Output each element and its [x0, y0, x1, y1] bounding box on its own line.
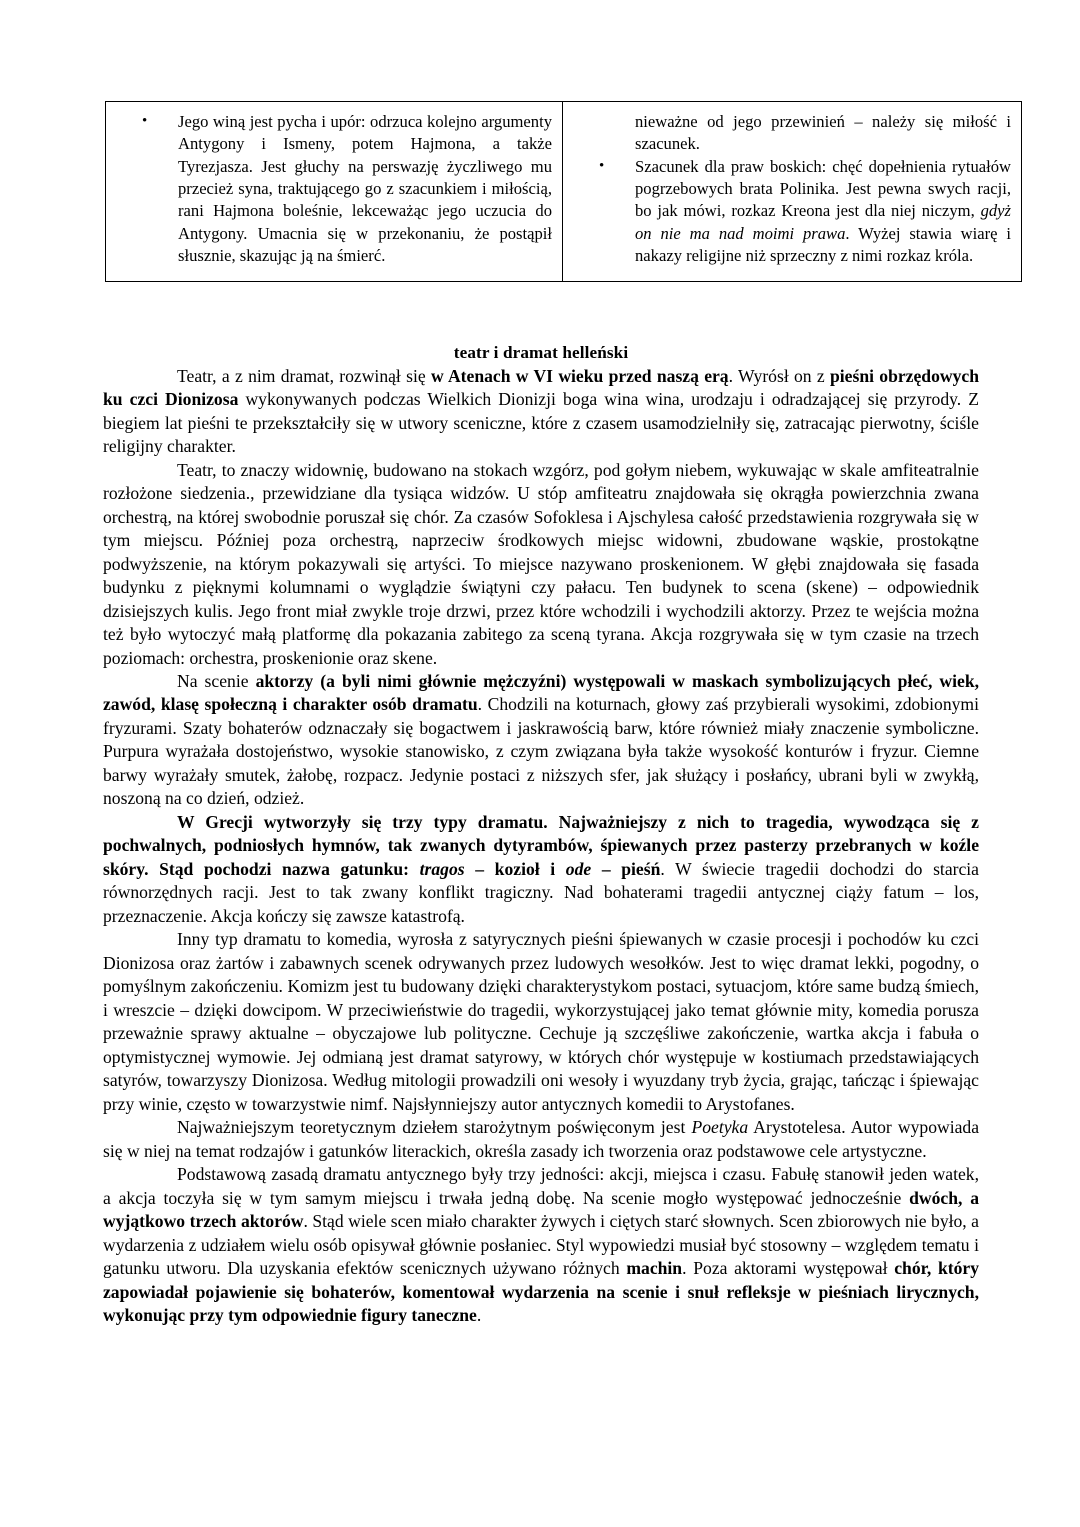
text-run-plain: Na scenie [177, 671, 256, 691]
text-run-plain: . Stąd wiele scen miało charakter żywych i ciętych starć słownych. Scen zbiorowych nie było, a wydarzenia z udziałem wielu osób opisywał głównie posłaniec. Styl wypowiedzi musiał być stosowny – względem tematu i gatunku utworu. Dla uzyskania efektów scenicznych używano różnych [103, 1211, 979, 1279]
paragraph [103, 365, 979, 459]
text-run-plain: Inny typ dramatu to komedia, wyrosła z satyrycznych pieśni śpiewanych w czasie procesji i pochodów ku czci Dionizosa oraz żartów i zabawnych scenek odrywanych przez ludowych wesołków. Jest to więc dramat lekki, pogodny, o pomyślnym zakończeniu. Komizm jest tu budowany dzięki charakterystykom postaci, sytuacjom, które same budzą śmiech, i wreszcie – dzięki dowcipom. W przeciwieństwie do tragedii, wykorzystującej jako temat głównie mity, komedia porusza przeważnie sprawy aktualne – obyczajowe lub polityczne. Cechuje ją szczęśliwe zakończenie, wartka akcja i fabuła o optymistycznej wymowie. Jej odmianą jest dramat satyrowy, w których chór występuje w kostiumach przedstawiających satyrów, towarzyszy Dionizosa. Według mitologii prowadzili oni wesoły i wyuzdany tryb życia, grając, tańcząc i śpiewając przy winie, często w towarzystwie nimf. Najsłynniejszy autor antycznych komedii to Arystofanes. [103, 929, 979, 1114]
paragraph [103, 928, 979, 1116]
comparison-table [105, 101, 1022, 282]
text-run-plain: . Chodzili na koturnach, głowy zaś przybierali wysokimi, zdobionymi fryzurami. Szaty bohaterów odznaczały się bogactwem i jaskrawością barw, które również miały znaczenie symboliczne. Purpura wyrażała dostojeństwo, wysokie stanowisko, z czym związana była także wysokość konturów i fryzur. Ciemne barwy wyrażały smutek, żałobę, rozpacz. Jedynie postaci z niższych sfer, jak służący i posłańcy, ubrani byli w zwykłą, noszoną na co dzień, odzież. [103, 694, 979, 809]
text-run-plain: Arystotelesa. Autor wypowiada się w niej na temat rodzajów i gatunków literackich, określa zasady ich tworzenia oraz podstawowe cele artystyczne. [103, 1117, 980, 1161]
text-run-plain: . Wyrósł on z [728, 365, 830, 386]
text-run-italic-inner: tragos [419, 858, 465, 879]
text-run-bold: chór, który zapowiadał pojawienie się bohaterów, komentował wydarzenia na scenie i snuł refleksje w pieśniach lirycznych, wykonując przy tym odpowiednie figury taneczne [103, 1258, 979, 1326]
text-run-bold: dwóch, a wyjątkowo trzech aktorów [103, 1187, 979, 1232]
continuation-text: nieważne od jego przewinień – należy się miłość i szacunek. [635, 112, 1011, 154]
text-run-plain: Teatr, a z nim dramat, rozwinął się [177, 365, 431, 386]
text-run-bold: – pieśń [591, 858, 661, 879]
paragraph [103, 459, 979, 670]
text-run-bold: pieśni obrzędowych ku czci Dionizosa [103, 365, 979, 410]
table-cell-kreon [106, 102, 563, 282]
paragraph [103, 670, 979, 811]
text-run-bold: W Grecji wytworzyły się trzy typy dramatu. Najważniejszy z nich to tragedia, wywodząca się z pochwalnych, podniosłych hymnów, tak zwanych dytyrambów, śpiewanych przez pasterzy przebranych w koźle skóry. Stąd pochodzi nazwa gatunku: [103, 811, 979, 879]
article-body [103, 342, 979, 1328]
text-run-italic-inner: ode [565, 858, 592, 879]
comparison-table-wrapper [105, 101, 1011, 282]
bullet-list-left [116, 111, 552, 267]
text-run-plain: Podstawową zasadą dramatu antycznego były trzy jedności: akcji, miejsca i czasu. Fabułę stanowił jeden watek, a akcja toczyła się w tym samym miejscu i trwała jedną dobę. Na scenie mogło występować jednocześnie [103, 1164, 979, 1208]
text-run-plain: . W świecie tragedii dochodzi do starcia równorzędnych racji. Jest to tak zwany konflikt tragiczny. Nad bohaterami tragedii antycznej ciąży fatum – los, przeznaczenie. Akcja kończy się zawsze katastrofą. [103, 858, 979, 926]
text-run-bold: aktorzy (a byli nimi głównie mężczyźni) występowali w maskach symbolizujących płeć, wiek, zawód, klasę społeczną i charakter osób dramatu [103, 671, 979, 715]
bullet-marker: • [142, 113, 148, 129]
text-run-plain: . Poza aktorami występował [682, 1258, 895, 1279]
text-run-plain: Teatr, to znaczy widownię, budowano na stokach wzgórz, pod gołym niebem, wykuwając w skale amfiteatralnie rozłożone siedzenia., przewidziane dla tysiąca widzów. U stóp amfiteatru znajdowała się okrągła powierzchnia zwana orchestrą, na której swobodnie poruszał się chór. Za czasów Sofoklesa i Ajschylesa całość przedstawienia rozgrywała się w tym miejscu. Później poza orchestrą, naprzeciw środkowych miejsc widowni, zbudowane wąskie, prostokątne podwyższenie, na którym pokazywali się artyści. To miejsce nazywano proskenionem. W głębi znajdowała się fasada budynku z pięknymi kolumnami o wyglądzie świątyni czy pałacu. Ten budynek to scena (skene) – odpowiednik dzisiejszych kulis. Jego front miał zwykle troje drzwi, przez które wchodzili i wychodzili aktorzy. Przez te wejścia można też było wytoczyć małą platformę dla pokazania zabitego za sceną tyrana. Akcja rozgrywała się w tym czasie na trzech poziomach: orchestra, proskenionie oraz skene. [103, 459, 979, 668]
text-run-bold-italic [420, 859, 465, 879]
list-item-text [635, 156, 1011, 268]
text-run-plain: Szacunek dla praw boskich: chęć dopełnienia rytuałów pogrzebowych brata Polinika. Jest pewna swych racji, bo jak mówi, rozkaz Kreona jest dla niej niczym, [635, 156, 1011, 221]
list-item [116, 111, 552, 267]
text-run-bold: – kozioł i [464, 858, 566, 879]
paragraph [103, 1163, 979, 1327]
section-heading: teatr i dramat helleński [453, 343, 629, 362]
text-run-bold: w Atenach w VI wieku przed naszą erą [430, 365, 729, 386]
paragraph [103, 811, 979, 928]
text-run-italic: Poetyka [691, 1117, 749, 1138]
text-run-plain-2: . Wyżej stawia wiarę i nakazy religijne niż sprzeczny z nimi rozkaz króla. [635, 223, 1011, 265]
list-item-text: Jego winą jest pycha i upór: odrzuca kolejno argumenty Antygony i Ismeny, potem Hajmona, a także Tyrezjasza. Jest głuchy na perswazję życzliwego mu przecież syna, traktującego go z szacunkiem i miłością, rani Hajmona boleśnie, lekceważąc jego uczucia do Antygony. Umacnia się w przekonaniu, że postąpił słusznie, skazując ją na śmierć. [178, 112, 552, 265]
list-item [573, 156, 1011, 268]
table-row [106, 102, 1022, 282]
paragraph [103, 1116, 979, 1163]
bullet-marker: • [599, 157, 605, 174]
text-run-plain: . [476, 1305, 482, 1326]
text-run-bold: machin [626, 1258, 683, 1279]
text-run-bold-italic [566, 859, 591, 879]
table-cell-antygona [563, 102, 1022, 282]
bullet-list-right [573, 156, 1011, 268]
text-run-plain: wykonywanych podczas Wielkich Dionizji boga wina wina, urodzaju i odradzającej się przyrody. Z biegiem lat pieśni te przekształciły się w utwory sceniczne, które z czasem usamodzielniły się, zatracając pierwotny, ściśle religijny charakter. [103, 389, 980, 457]
text-run-plain: Najważniejszym teoretycznym dziełem starożytnym poświęconym jest [177, 1117, 692, 1138]
text-run-italic: gdyż on nie ma nad moimi prawa [635, 201, 1011, 243]
